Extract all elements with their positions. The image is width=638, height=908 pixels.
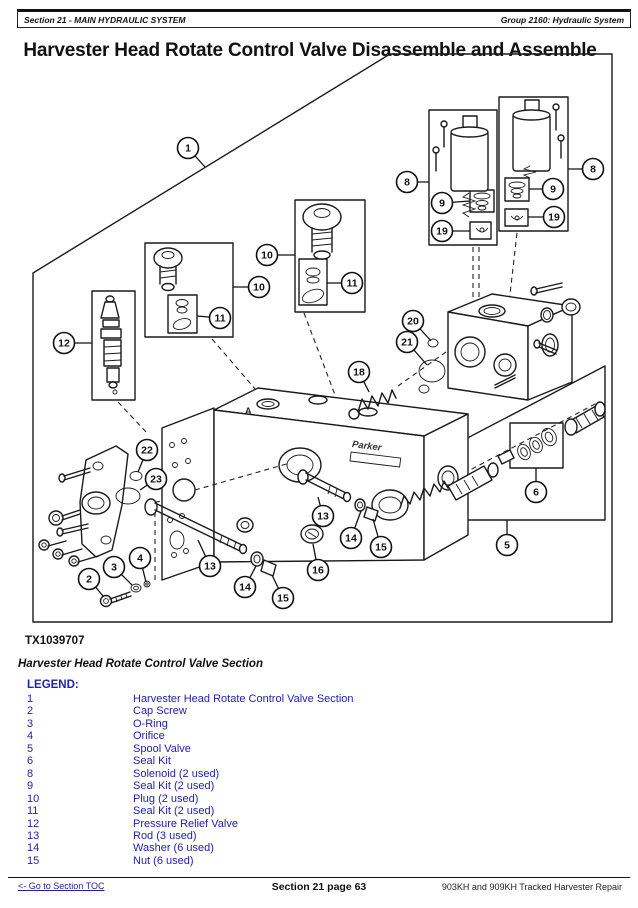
svg-text:4: 4 [137,552,143,565]
callout-18 [349,362,370,393]
legend-item-label[interactable]: Seal Kit (2 used) [133,780,215,793]
legend-item [27,768,587,780]
svg-text:11: 11 [346,277,358,290]
legend-item-number: 6 [27,755,34,768]
callout-5 [497,520,518,556]
svg-text:19: 19 [548,211,560,224]
footer-divider [8,877,630,878]
legend-item [27,842,587,854]
header-section-label: Section 21 - MAIN HYDRAULIC SYSTEM [24,14,186,25]
svg-text:10: 10 [261,249,273,262]
callout-9 [529,179,564,200]
callout-3 [104,557,133,586]
svg-text:3: 3 [111,561,117,574]
legend-item-label[interactable]: Washer (6 used) [133,842,214,855]
callout-10 [257,245,296,266]
figure-caption: Harvester Head Rotate Control Valve Section [18,658,263,670]
callout-11 [197,308,231,329]
page-title: Harvester Head Rotate Control Valve Disassemble and Assemble [23,39,597,61]
svg-text:20: 20 [407,315,419,328]
legend-item-number: 5 [27,742,34,755]
svg-text:19: 19 [436,225,448,238]
callout-12 [54,333,93,354]
svg-text:9: 9 [439,197,445,210]
legend-item [27,693,587,705]
legend-item-number: 10 [27,792,40,805]
callout-8 [568,159,604,180]
legend-item-label[interactable]: Harvester Head Rotate Control Valve Section [133,693,354,705]
header-group-label: Group 2160: Hydraulic System [500,14,624,25]
legend-item-number: 4 [27,730,34,743]
legend-item-label[interactable]: Spool Valve [133,742,191,755]
callout-4 [130,548,151,583]
svg-text:5: 5 [504,539,510,552]
document-title-label: 903KH and 909KH Tracked Harvester Repair [441,882,622,892]
legend-item-label[interactable]: Cap Screw [133,705,187,718]
legend-item-label[interactable]: O-Ring [133,717,168,730]
callout-8 [397,172,430,193]
legend-item [27,718,587,730]
port-letter-label: A [245,406,252,416]
callout-1 [178,138,206,168]
svg-text:23: 23 [150,473,162,486]
legend-block [27,679,587,867]
legend-item [27,730,587,742]
svg-text:21: 21 [401,336,413,349]
legend-item [27,755,587,767]
legend-item-number: 8 [27,767,34,780]
pressure-relief-valve-drawing [101,296,121,394]
callout-21 [397,332,428,366]
callout-14 [235,566,257,598]
legend-item [27,805,587,817]
legend-item-label[interactable]: Seal Kit [133,755,171,768]
manifold-block-drawing [419,283,580,400]
legend-item-number: 9 [27,780,34,793]
legend-item-label[interactable]: Nut (6 used) [133,854,194,867]
plug-lower-drawing [154,248,192,332]
svg-text:8: 8 [404,176,410,189]
svg-text:22: 22 [141,444,153,457]
legend-item [27,743,587,755]
svg-text:13: 13 [204,560,216,573]
callout-10 [233,277,270,298]
legend-item [27,780,587,792]
svg-text:15: 15 [277,592,289,605]
legend-item-label[interactable]: Rod (3 used) [133,829,197,842]
callout-11 [327,273,363,294]
svg-text:13: 13 [317,510,329,523]
go-to-section-toc-link[interactable]: <- Go to Section TOC [18,881,105,891]
legend-item [27,855,587,867]
legend-item-number: 1 [27,693,34,705]
svg-text:11: 11 [214,312,226,325]
legend-item-number: 14 [27,842,40,855]
svg-text:6: 6 [533,486,539,499]
figure-id-label: TX1039707 [25,635,85,647]
legend-item [27,818,587,830]
solenoid-right-drawing [509,100,564,220]
svg-text:2: 2 [86,573,92,586]
svg-text:16: 16 [312,564,324,577]
legend-item-label[interactable]: Orifice [133,730,165,743]
legend-item [27,830,587,842]
legend-item [27,793,587,805]
svg-text:12: 12 [58,337,70,350]
svg-text:8: 8 [590,163,596,176]
legend-item-label[interactable]: Seal Kit (2 used) [133,805,215,818]
legend-item-number: 12 [27,817,40,830]
legend-item-label[interactable]: Pressure Relief Valve [133,817,238,830]
solenoid-left-drawing [433,116,490,232]
callout-15 [272,575,294,609]
page-number-label: Section 21 page 63 [271,881,367,893]
legend-item-number: 11 [27,805,39,818]
callout-2 [79,569,104,597]
legend-item-number: 3 [27,717,34,730]
svg-text:9: 9 [550,183,556,196]
callout-22 [137,440,158,473]
svg-text:15: 15 [375,541,387,554]
legend-item-number: 2 [27,705,34,718]
plug-upper-drawing [301,204,341,305]
legend-item-label[interactable]: Plug (2 used) [133,792,199,805]
callout-19 [432,221,471,242]
legend-heading: LEGEND: [27,679,79,691]
svg-text:18: 18 [353,366,365,379]
callout-6 [526,468,547,503]
callout-23 [140,469,167,491]
legend-item-number: 15 [27,854,40,867]
svg-text:14: 14 [345,532,357,545]
svg-text:10: 10 [253,281,265,294]
svg-text:14: 14 [239,581,251,594]
callout-19 [528,207,565,228]
svg-text:1: 1 [185,142,191,155]
legend-item [27,705,587,717]
brand-label: Parker [351,439,383,454]
legend-item-label[interactable]: Solenoid (2 used) [133,767,220,780]
legend-item-number: 13 [27,829,40,842]
legend-rows [27,693,587,867]
